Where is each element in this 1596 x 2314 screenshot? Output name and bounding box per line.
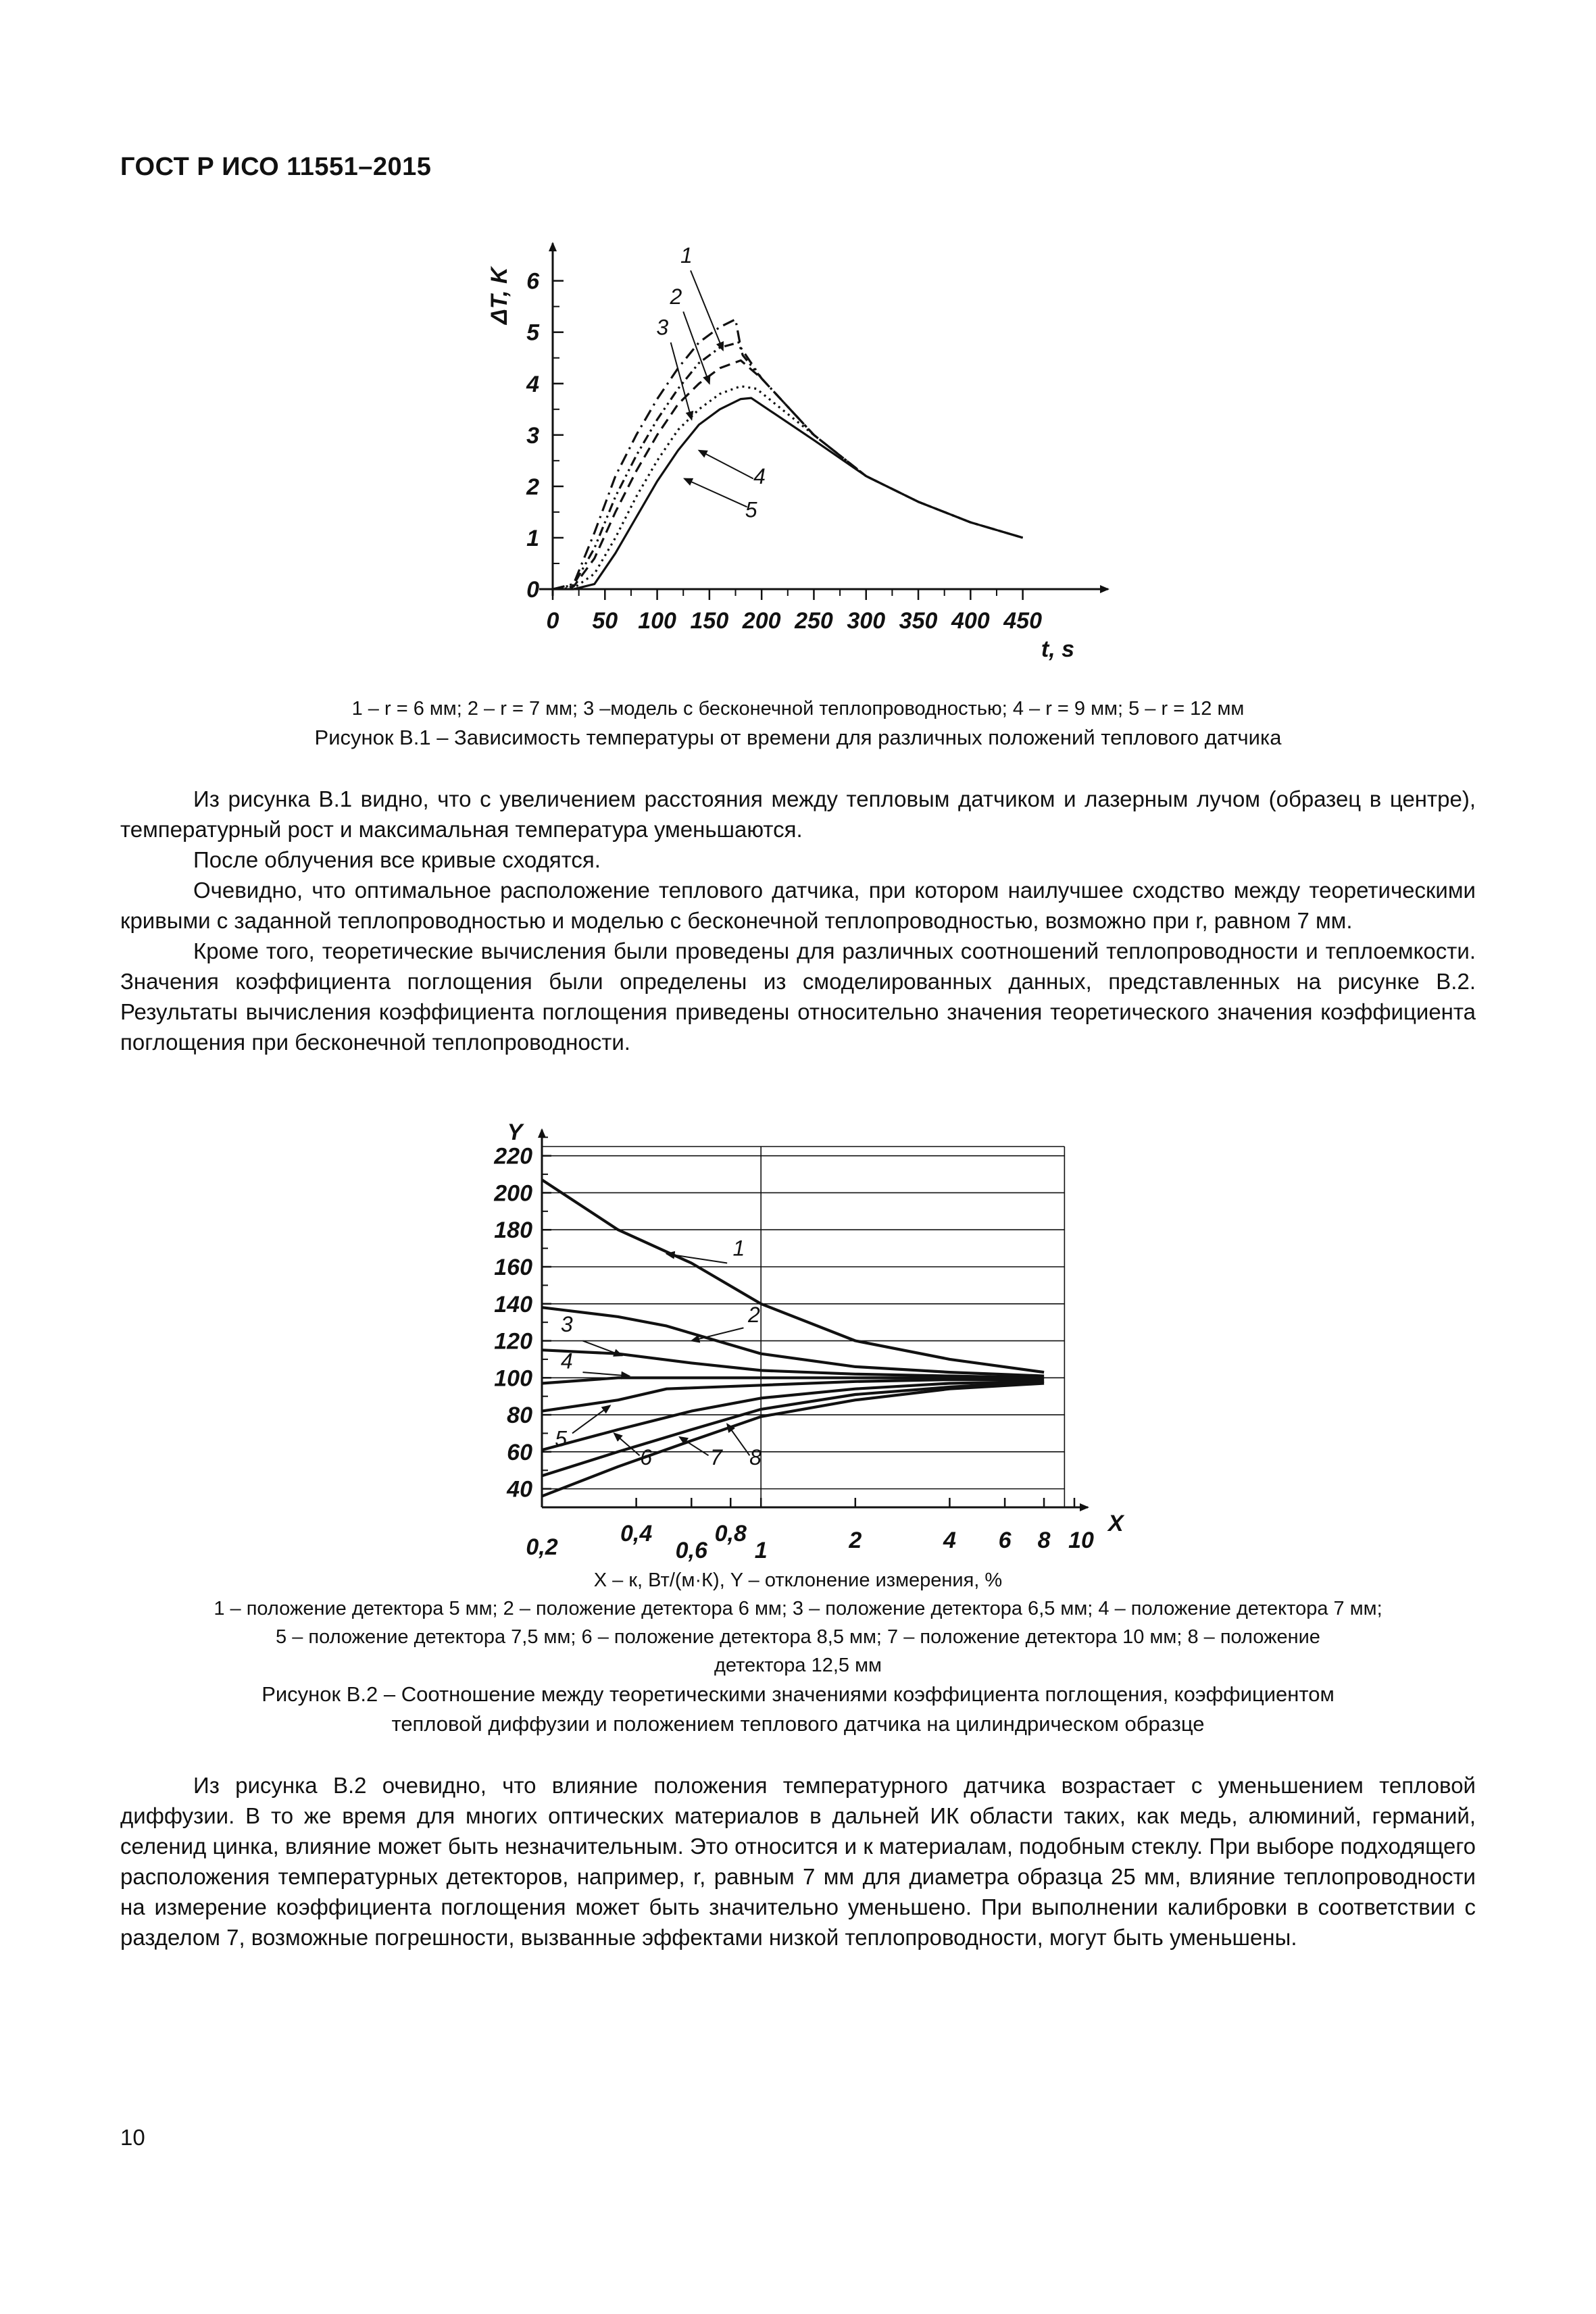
figure2-caption-line1: Рисунок В.2 – Соотношение между теоретическими значениями коэффициента поглощения, коэффициентом — [261, 1682, 1335, 1706]
x-tick-label: 300 — [847, 608, 886, 634]
figure2-ticks — [493, 1137, 1094, 1563]
curve-label-6: 6 — [640, 1445, 653, 1470]
series-line-4 — [553, 386, 1023, 589]
x-tick-label: 4 — [943, 1528, 956, 1553]
curve-label-3: 3 — [656, 315, 669, 340]
series-line-5 — [553, 398, 1023, 589]
y-tick-label: 180 — [494, 1217, 532, 1244]
figure2-legend-line2: 5 – положение детектора 7,5 мм; 6 – положение детектора 8,5 мм; 7 – положение детектора 10 мм; 8 – положение — [276, 1626, 1320, 1648]
curve-leader — [699, 451, 753, 479]
figure1-caption: Рисунок В.1 – Зависимость температуры от времени для различных положений теплового датчика — [314, 726, 1282, 749]
paragraph: Из рисунка В.2 очевидно, что влияние положения температурного датчика возрастает с уменьшением тепловой диффузии. В то же время для многих оптических материалов в дальней ИК области таких, как медь, алюминий, германий, селенид цинка, влияние может быть незначительным. Это относится и к материалам, подобным стеклу. При выборе подходящего расположения температурных детекторов, например, r, равным 7 мм для диаметра образца 25 мм, влияние теплопроводности на измерение коэффициента поглощения может быть значительно уменьшено. При выполнении калибровки в соответствии с разделом 7, возможные погрешности, вызванные эффектами низкой теплопроводности, могут быть уменьшены. — [120, 1773, 1476, 1950]
figure1-series — [553, 320, 1023, 589]
series-line-1 — [553, 320, 1023, 589]
series-line-3 — [553, 361, 1023, 590]
paragraph: Очевидно, что оптимальное расположение теплового датчика, при котором наилучшее сходство между теоретическими кривыми с заданной теплопроводностью и моделью с бесконечной теплопроводностью, возможно при r, равном 7 мм. — [120, 878, 1476, 933]
y-tick-label: 140 — [494, 1291, 532, 1317]
figure1-legend: 1 – r = 6 мм; 2 – r = 7 мм; 3 –модель с бесконечной теплопроводностью; 4 – r = 9 мм; 5 – r = 12 мм — [351, 698, 1245, 720]
x-tick-label: 1 — [754, 1538, 768, 1563]
y-tick-label: 0 — [526, 577, 539, 603]
x-tick-label: 0,8 — [714, 1521, 747, 1546]
curve-label-7: 7 — [710, 1445, 722, 1470]
x-axis-label: t, s — [1041, 636, 1074, 662]
curve-label-8: 8 — [749, 1445, 762, 1470]
x-tick-label: 2 — [849, 1528, 862, 1553]
y-tick-label: 220 — [494, 1143, 532, 1169]
curve-label-2: 2 — [747, 1303, 760, 1328]
x-tick-label: 450 — [1003, 608, 1042, 634]
y-tick-label: 40 — [507, 1476, 532, 1503]
figure2-axes-note: X – к, Вт/(м·К), Y – отклонение измерения, % — [593, 1569, 1003, 1591]
curve-leader — [572, 1405, 610, 1433]
x-tick-label: 6 — [998, 1528, 1012, 1553]
curve-leader — [582, 1372, 629, 1376]
figure2-series — [542, 1180, 1044, 1496]
x-tick-label: 200 — [742, 608, 781, 634]
curve-label-2: 2 — [670, 284, 682, 309]
text-block-2 — [120, 1770, 1476, 1953]
figure2-chart — [466, 1105, 1124, 1564]
y-tick-label: 120 — [494, 1328, 532, 1355]
x-tick-label: 0,2 — [526, 1534, 558, 1560]
curve-leader — [727, 1424, 749, 1456]
x-tick-label: 400 — [951, 608, 990, 634]
y-tick-label: 80 — [507, 1403, 532, 1429]
curve-leader — [691, 270, 723, 350]
x-tick-label: 8 — [1037, 1528, 1051, 1553]
y-tick-label: 2 — [526, 474, 539, 500]
x-tick-label: 0 — [546, 608, 559, 634]
figure1-ticks — [526, 269, 1042, 634]
curve-label-4: 4 — [753, 464, 766, 489]
figure1-axes — [539, 243, 1108, 596]
figure2-legend-line1: 1 – положение детектора 5 мм; 2 – положение детектора 6 мм; 3 – положение детектора 6,5 мм; 4 – положение детектора 7 мм; — [214, 1598, 1382, 1619]
y-tick-label: 200 — [494, 1180, 532, 1207]
paragraph: После облучения все кривые сходятся. — [193, 847, 601, 872]
x-tick-label: 350 — [899, 608, 938, 634]
y-tick-label: 160 — [494, 1255, 532, 1280]
x-axis-label: X — [1108, 1511, 1124, 1536]
series-line-1 — [542, 1180, 1044, 1372]
y-axis-label: Y — [507, 1120, 523, 1145]
figure2-legend-line3: детектора 12,5 мм — [714, 1655, 882, 1676]
x-tick-label: 50 — [592, 608, 618, 634]
curve-leader — [667, 1254, 728, 1263]
y-tick-label: 3 — [526, 422, 539, 449]
y-tick-label: 1 — [526, 525, 539, 551]
x-tick-label: 250 — [795, 608, 833, 634]
x-tick-label: 0,6 — [675, 1538, 707, 1563]
curve-leader — [683, 311, 709, 383]
figure1-chart — [473, 236, 1135, 696]
document-header: ГОСТ Р ИСО 11551–2015 — [120, 153, 432, 181]
x-tick-label: 10 — [1068, 1528, 1094, 1553]
paragraph: Кроме того, теоретические вычисления были проведены для различных соотношений теплопроводности и теплоемкости. Значения коэффициента поглощения были определены из смоделированных данных, представленных на рисунке В.2. Результаты вычисления коэффициента поглощения приведены относительно значения теоретического значения коэффициента поглощения при бесконечной теплопроводности. — [120, 938, 1476, 1055]
curve-label-1: 1 — [732, 1236, 745, 1261]
figure2-caption-line2: тепловой диффузии и положением теплового датчика на цилиндрическом образце — [391, 1712, 1205, 1736]
page-number: 10 — [120, 2125, 145, 2150]
series-line-2 — [553, 343, 1023, 589]
x-tick-label: 0,4 — [620, 1521, 653, 1546]
y-tick-label: 60 — [507, 1439, 532, 1465]
y-tick-label: 6 — [526, 268, 539, 295]
y-axis-label: ΔT, K — [487, 267, 512, 324]
series-line-6 — [542, 1382, 1044, 1450]
curve-label-4: 4 — [560, 1349, 573, 1374]
curve-label-5: 5 — [555, 1426, 568, 1451]
x-tick-label: 100 — [638, 608, 676, 634]
y-tick-label: 4 — [526, 371, 539, 397]
figure1-labels — [487, 243, 1074, 662]
y-tick-label: 5 — [526, 320, 539, 346]
paragraph: Из рисунка В.1 видно, что с увеличением расстояния между тепловым датчиком и лазерным лучом (образец в центре), температурный рост и максимальная температура уменьшаются. — [120, 786, 1476, 842]
x-tick-label: 150 — [690, 608, 729, 634]
curve-label-1: 1 — [680, 243, 693, 268]
curve-label-5: 5 — [745, 497, 757, 522]
y-tick-label: 100 — [494, 1365, 532, 1392]
curve-label-3: 3 — [560, 1311, 573, 1336]
text-block-1 — [120, 784, 1476, 1057]
figure2-grid — [542, 1147, 1064, 1507]
curve-leader — [684, 478, 747, 507]
